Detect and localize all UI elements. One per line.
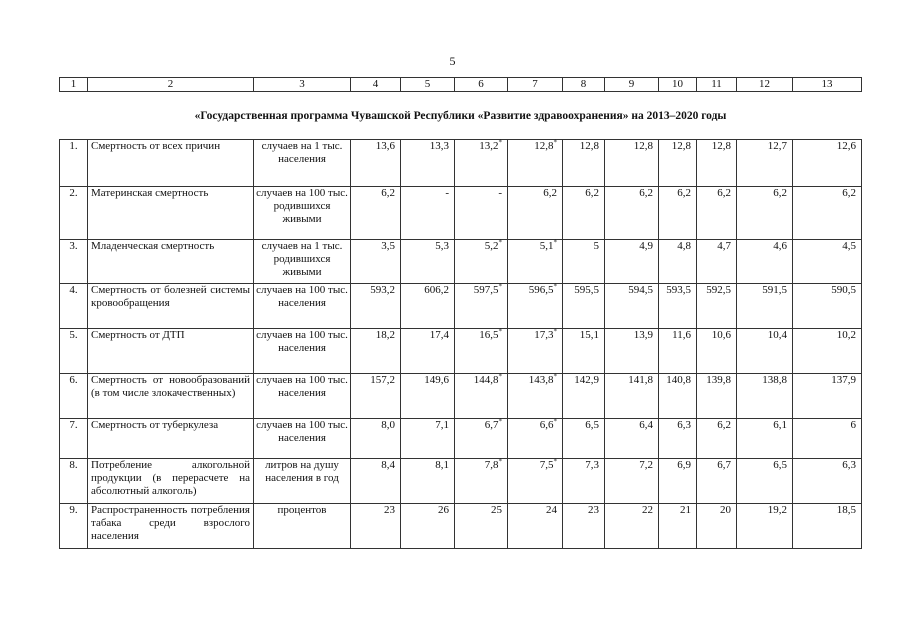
column-number-3: 3 [254,78,351,92]
value-text: 10,2 [836,329,856,341]
footnote-mark: * [498,372,502,381]
value-text: 593,2 [370,284,395,296]
program-title-row [60,92,862,140]
footnote-mark: * [553,372,557,381]
footnote-mark: * [498,417,502,426]
value-cell [508,240,563,284]
value-text: 6,7 [717,459,731,471]
value-text: 6,2 [639,187,653,199]
value-text: 8,0 [381,419,395,431]
value-cell [351,140,401,187]
table-row [60,459,862,504]
value-cell [508,187,563,240]
value-text: 5 [593,240,599,252]
value-cell [351,419,401,459]
indicators-table [59,77,862,549]
value-text: - [498,187,502,199]
value-cell [697,240,737,284]
value-text: 8,4 [381,459,395,471]
value-text: 6,4 [639,419,653,431]
value-cell [737,329,793,374]
value-cell [351,329,401,374]
value-text: 593,5 [666,284,691,296]
value-text: 6,2 [717,419,731,431]
table-row [60,187,862,240]
value-text: 17,3 [534,329,554,341]
value-text: 6,5 [773,459,787,471]
value-text: 4,5 [842,240,856,252]
value-cell [563,504,605,549]
value-text: 13,9 [633,329,653,341]
value-text: 137,9 [831,374,856,386]
value-text: 5,3 [435,240,449,252]
value-text: 6,2 [585,187,599,199]
value-text: 21 [680,504,691,516]
footnote-mark: * [553,238,557,247]
value-text: 140,8 [666,374,691,386]
value-cell [401,459,455,504]
row-number: 2. [60,187,88,240]
value-text: 6,2 [543,187,557,199]
value-text: - [445,187,449,199]
unit-of-measure: случаев на 100 тыс. населения [254,419,351,459]
value-text: 22 [642,504,653,516]
value-cell [793,187,862,240]
table-row [60,140,862,187]
footnote-mark: * [553,327,557,336]
value-cell [659,374,697,419]
value-text: 6,3 [842,459,856,471]
footnote-mark: * [553,417,557,426]
value-text: 4,7 [717,240,731,252]
value-text: 19,2 [767,504,787,516]
value-cell [793,240,862,284]
program-title: «Государственная программа Чувашской Республики «Развитие здравоохранения» на 2013–2020 годы [60,92,862,140]
row-number: 7. [60,419,88,459]
value-cell [659,459,697,504]
value-text: 594,5 [628,284,653,296]
column-number-9: 9 [605,78,659,92]
column-number-6: 6 [455,78,508,92]
footnote-mark: * [553,457,557,466]
value-cell [401,240,455,284]
value-cell [508,140,563,187]
value-text: 597,5 [473,284,499,296]
unit-of-measure: литров на душу населения в год [254,459,351,504]
unit-of-measure: случаев на 1 тыс. родившихся живыми [254,240,351,284]
indicator-name: Материнская смертность [88,187,254,240]
value-cell [697,459,737,504]
value-text: 141,8 [628,374,653,386]
value-text: 8,1 [435,459,449,471]
value-text: 15,1 [579,329,599,341]
value-cell [605,240,659,284]
value-text: 17,4 [429,329,449,341]
value-text: 23 [384,504,395,516]
value-cell [508,419,563,459]
value-cell [737,374,793,419]
value-text: 596,5 [528,284,554,296]
value-text: 12,8 [671,140,691,152]
value-cell [737,240,793,284]
value-cell [697,284,737,329]
column-number-8: 8 [563,78,605,92]
value-text: 6,2 [717,187,731,199]
footnote-mark: * [498,238,502,247]
value-cell [563,329,605,374]
value-text: 4,6 [773,240,787,252]
unit-of-measure: случаев на 100 тыс. населения [254,329,351,374]
value-cell [697,140,737,187]
value-cell [455,374,508,419]
value-text: 6,5 [585,419,599,431]
value-cell [737,140,793,187]
row-number: 5. [60,329,88,374]
value-text: 138,8 [762,374,787,386]
value-cell [659,419,697,459]
value-cell [563,140,605,187]
value-cell [605,329,659,374]
table-row [60,284,862,329]
value-text: 6,2 [677,187,691,199]
value-cell [605,284,659,329]
indicator-name: Смертность от туберкулеза [88,419,254,459]
unit-of-measure: случаев на 100 тыс. населения [254,374,351,419]
value-text: 142,9 [574,374,599,386]
column-number-10: 10 [659,78,697,92]
value-cell [508,459,563,504]
value-cell [351,459,401,504]
value-cell [737,504,793,549]
value-cell [793,329,862,374]
footnote-mark: * [498,327,502,336]
value-cell [697,504,737,549]
value-text: 12,8 [711,140,731,152]
value-cell [659,240,697,284]
table-row [60,240,862,284]
value-text: 7,3 [585,459,599,471]
value-text: 7,5 [539,459,554,471]
value-cell [351,284,401,329]
value-text: 6,2 [773,187,787,199]
value-text: 18,2 [375,329,395,341]
value-text: 26 [438,504,449,516]
value-cell [659,284,697,329]
indicator-name: Младенческая смертность [88,240,254,284]
value-cell [508,374,563,419]
column-numbers-row [60,78,862,92]
unit-of-measure: случаев на 1 тыс. населения [254,140,351,187]
value-text: 6,6 [539,419,554,431]
value-cell [401,329,455,374]
indicator-name: Смертность от новообразований (в том числе злокачественных) [88,374,254,419]
row-number: 8. [60,459,88,504]
column-number-4: 4 [351,78,401,92]
value-text: 3,5 [381,240,395,252]
value-cell [351,240,401,284]
value-cell [605,419,659,459]
indicator-name: Распространенность потребления табака среди взрослого населения [88,504,254,549]
value-text: 606,2 [424,284,449,296]
indicator-name: Смертность от всех причин [88,140,254,187]
value-cell [737,419,793,459]
value-text: 157,2 [370,374,395,386]
value-cell [605,504,659,549]
value-cell [455,140,508,187]
value-text: 23 [588,504,599,516]
value-text: 5,2 [484,240,499,252]
value-cell [455,284,508,329]
value-text: 11,6 [672,329,691,341]
value-text: 5,1 [539,240,554,252]
value-text: 12,8 [534,140,554,152]
value-cell [737,284,793,329]
value-cell [793,504,862,549]
value-text: 12,8 [633,140,653,152]
row-number: 9. [60,504,88,549]
value-cell [401,284,455,329]
value-cell [401,504,455,549]
value-text: 149,6 [424,374,449,386]
value-text: 7,1 [435,419,449,431]
unit-of-measure: случаев на 100 тыс. населения [254,284,351,329]
row-number: 6. [60,374,88,419]
value-cell [605,459,659,504]
value-cell [455,240,508,284]
value-text: 143,8 [528,374,554,386]
value-text: 12,6 [836,140,856,152]
value-cell [793,419,862,459]
value-text: 20 [720,504,731,516]
value-cell [401,419,455,459]
value-cell [659,504,697,549]
value-text: 595,5 [574,284,599,296]
column-number-12: 12 [737,78,793,92]
value-text: 4,8 [677,240,691,252]
indicator-name: Смертность от болезней системы кровообращения [88,284,254,329]
value-cell [351,504,401,549]
value-text: 7,2 [639,459,653,471]
value-text: 590,5 [831,284,856,296]
table-row [60,329,862,374]
value-cell [793,374,862,419]
unit-of-measure: процентов [254,504,351,549]
page-number: 5 [449,54,456,68]
value-cell [605,187,659,240]
value-cell [793,284,862,329]
value-text: 18,5 [836,504,856,516]
value-text: 24 [546,504,557,516]
value-cell [401,187,455,240]
row-number: 3. [60,240,88,284]
value-cell [508,504,563,549]
column-number-11: 11 [697,78,737,92]
value-cell [351,374,401,419]
value-cell [659,329,697,374]
value-cell [793,459,862,504]
column-number-7: 7 [508,78,563,92]
value-cell [605,140,659,187]
value-cell [563,240,605,284]
value-cell [401,140,455,187]
column-number-5: 5 [401,78,455,92]
value-cell [508,284,563,329]
value-cell [351,187,401,240]
value-text: 16,5 [479,329,499,341]
table-row [60,419,862,459]
value-text: 6,7 [484,419,499,431]
table-row [60,504,862,549]
indicator-name: Смертность от ДТП [88,329,254,374]
row-number: 4. [60,284,88,329]
value-cell [659,140,697,187]
value-cell [455,187,508,240]
unit-of-measure: случаев на 100 тыс. родившихся живыми [254,187,351,240]
value-text: 12,7 [767,140,787,152]
value-cell [697,187,737,240]
footnote-mark: * [553,282,557,291]
column-number-13: 13 [793,78,862,92]
value-cell [455,329,508,374]
value-cell [401,374,455,419]
indicator-name: Потребление алкогольной продукции (в перерасчете на абсолютный алкоголь) [88,459,254,504]
value-cell [697,329,737,374]
value-cell [508,329,563,374]
value-cell [563,284,605,329]
value-text: 6,3 [677,419,691,431]
table-row [60,374,862,419]
value-cell [455,419,508,459]
value-cell [659,187,697,240]
value-text: 139,8 [706,374,731,386]
value-text: 13,6 [375,140,395,152]
value-cell [563,459,605,504]
value-text: 591,5 [762,284,787,296]
value-cell [605,374,659,419]
footnote-mark: * [498,457,502,466]
value-cell [455,459,508,504]
value-text: 4,9 [639,240,653,252]
value-text: 6,2 [381,187,395,199]
footnote-mark: * [553,138,557,147]
value-text: 592,5 [706,284,731,296]
value-text: 6 [850,419,856,431]
value-text: 144,8 [473,374,499,386]
value-cell [563,187,605,240]
column-number-1: 1 [60,78,88,92]
value-cell [563,374,605,419]
value-text: 13,2 [479,140,499,152]
value-cell [455,504,508,549]
footnote-mark: * [498,138,502,147]
value-cell [737,459,793,504]
footnote-mark: * [498,282,502,291]
value-cell [563,419,605,459]
value-text: 13,3 [429,140,449,152]
value-cell [737,187,793,240]
column-number-2: 2 [88,78,254,92]
value-cell [793,140,862,187]
value-text: 10,4 [767,329,787,341]
value-text: 10,6 [711,329,731,341]
value-text: 6,2 [842,187,856,199]
value-text: 25 [491,504,502,516]
value-text: 6,1 [773,419,787,431]
value-cell [697,374,737,419]
value-text: 7,8 [484,459,499,471]
row-number: 1. [60,140,88,187]
value-cell [697,419,737,459]
value-text: 6,9 [677,459,691,471]
value-text: 12,8 [579,140,599,152]
